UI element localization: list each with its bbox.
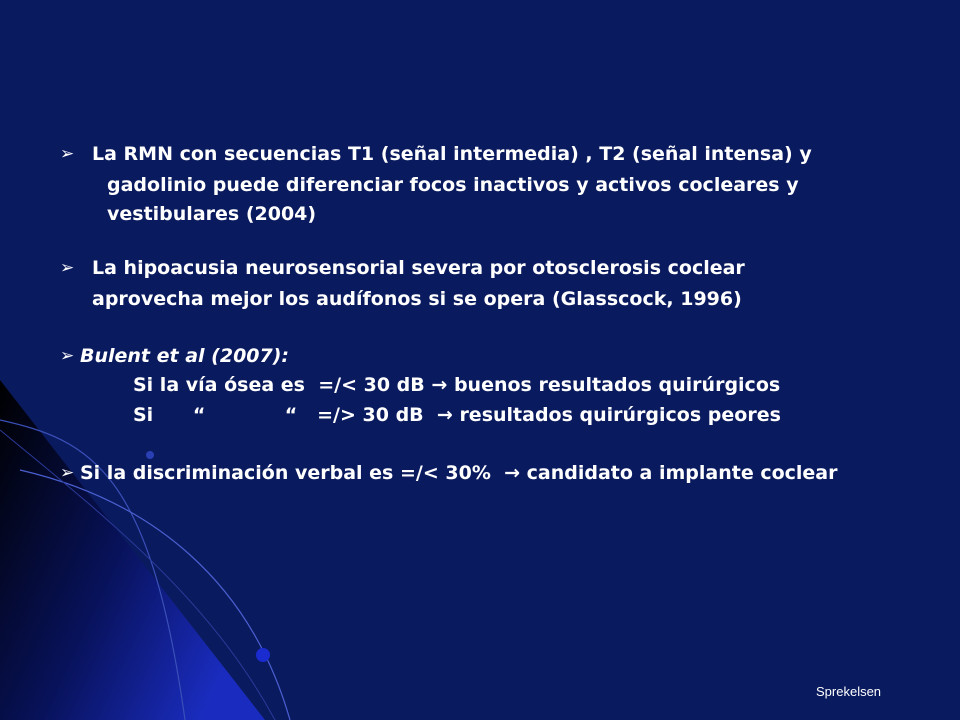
bullet-1-line-2: gadolinio puede diferenciar focos inactivos y activos cocleares y xyxy=(107,174,799,196)
author-credit: Sprekelsen xyxy=(816,684,882,699)
bullet-3-row-2 xyxy=(133,401,781,429)
row-2-result: resultados quirúrgicos peores xyxy=(459,404,781,426)
bullet-3-row-1 xyxy=(133,371,780,399)
row-2-operator: =/> xyxy=(317,404,356,426)
bullet-4-operator: =/< xyxy=(399,462,439,484)
bullet-4-line xyxy=(80,459,838,487)
bullet-4-value: 30% xyxy=(445,462,491,484)
right-arrow-icon: → xyxy=(431,374,448,396)
row-1-operator: =/< xyxy=(318,374,357,396)
bullet-1-line-1: La RMN con secuencias T1 (señal intermedia) , T2 (señal intensa) y xyxy=(92,143,812,165)
bullet-icon: ➢ xyxy=(60,144,75,164)
bullet-icon: ➢ xyxy=(60,346,75,366)
bullet-4-prefix: Si la discriminación verbal es xyxy=(80,462,394,484)
bullet-2-line-2: aprovecha mejor los audífonos si se opera (Glasscock, 1996) xyxy=(92,288,742,310)
right-arrow-icon: → xyxy=(436,404,453,426)
row-1-result: buenos resultados quirúrgicos xyxy=(453,374,781,396)
row-2-prefix: Si “ “ xyxy=(133,404,298,426)
bullet-2-line-1: La hipoacusia neurosensorial severa por otosclerosis coclear xyxy=(92,257,745,279)
row-2-value: 30 dB xyxy=(362,404,424,426)
bullet-icon: ➢ xyxy=(60,463,75,483)
right-arrow-icon: → xyxy=(504,462,521,484)
row-1-prefix: Si la vía ósea es xyxy=(133,374,305,396)
bullet-1-line-3: vestibulares (2004) xyxy=(107,203,317,225)
bullet-4-result: candidato a implante coclear xyxy=(526,462,838,484)
bullet-3-heading: Bulent et al (2007): xyxy=(80,345,290,367)
row-1-value: 30 dB xyxy=(363,374,425,396)
bullet-icon: ➢ xyxy=(60,258,75,278)
